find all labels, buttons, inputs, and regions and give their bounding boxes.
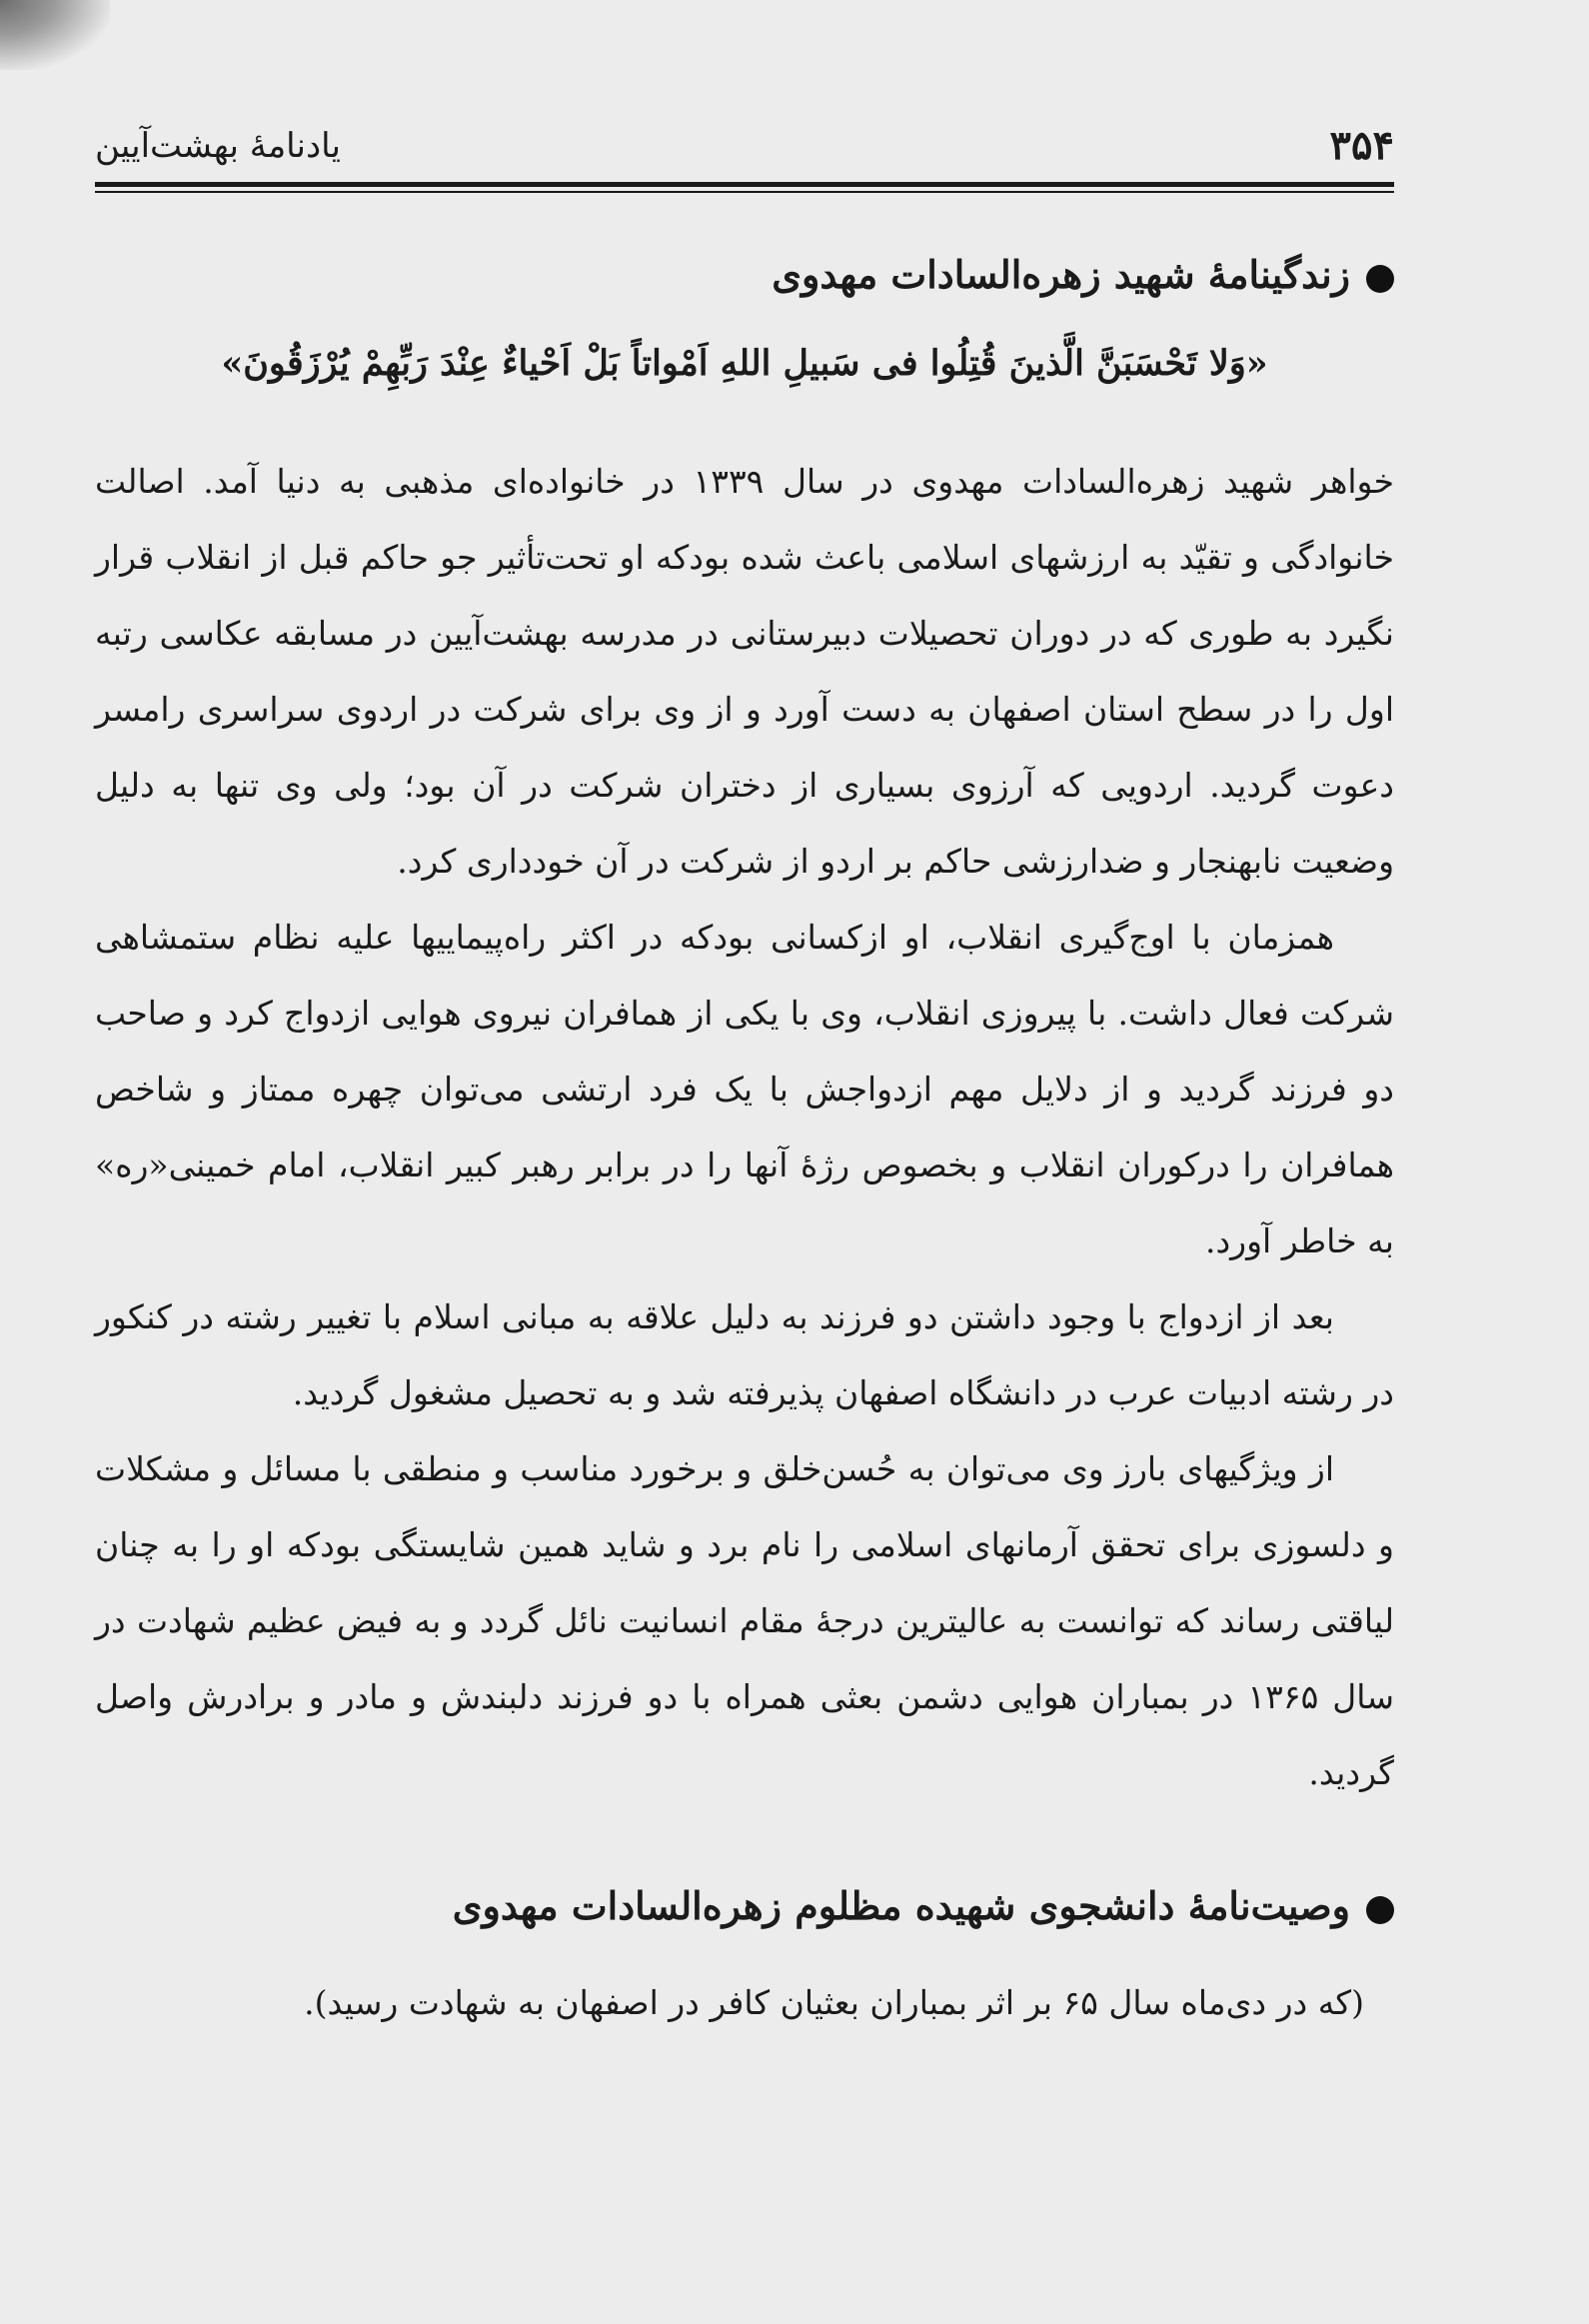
section-heading-text: زندگینامهٔ شهید زهره‌السادات مهدوی [772, 252, 1350, 297]
section-note: (که در دی‌ماه سال ۶۵ بر اثر بمباران بعثیان کافر در اصفهان به شهادت رسید). [304, 1983, 1364, 2022]
section-heading-text: وصیت‌نامهٔ دانشجوی شهیده مظلوم زهره‌السادات مهدوی [452, 1883, 1350, 1928]
section-heading-biography [95, 240, 1394, 310]
page-number: ۳۵۴ [1329, 122, 1394, 169]
paragraph: خواهر شهید زهره‌السادات مهدوی در سال ۱۳۳۹ در خانواده‌ای مذهبی به دنیا آمد. اصالت خانوادگی و تقیّد به ارزشهای اسلامی باعث شده بودکه او تحت‌تأثیر جو حاکم قبل از انقلاب قرار نگیرد به طوری که در دوران تحصیلات دبیرستانی در مدرسه بهشت‌آیین در مسابقه عکاسی رتبه اول را در سطح استان اصفهان به دست آورد و از وی برای شرکت در اردوی سراسری رامسر دعوت گردید. اردویی که آرزوی بسیاری از دختران شرکت در آن بود؛ ولی وی تنها به دلیل وضعیت نابهنجار و ضدارزشی حاکم بر اردو از شرکت در آن خودداری کرد. [95, 462, 1395, 881]
scan-corner-shadow [0, 0, 110, 70]
paragraph: همزمان با اوج‌گیری انقلاب، او ازکسانی بودکه در اکثر راه‌پیماییها علیه نظام ستمشاهی شرکت فعال داشت. با پیروزی انقلاب، وی با یکی از همافران نیروی هوایی ازدواج کرد و صاحب دو فرزند گردید و از دلایل مهم ازدواجش با یک فرد ارتشی می‌توان چهره ممتاز و شاخص همافران را درکوران انقلاب و بخصوص رژهٔ آنها را در برابر رهبر کبیر انقلاب، امام خمینی«ره» به خاطر آورد. [95, 918, 1394, 1260]
bullet-icon [1366, 1896, 1394, 1924]
page-content [95, 240, 1394, 2041]
running-header [95, 112, 1394, 182]
header-rule-thin [95, 191, 1394, 193]
book-title: یادنامهٔ بهشت‌آیین [95, 126, 341, 166]
bullet-icon [1366, 265, 1394, 293]
section-heading-will [95, 1871, 1394, 1941]
quran-verse: «وَلا تَحْسَبَنَّ الَّذینَ قُتِلُوا فی سَبیلِ اللهِ اَمْواتاً بَلْ اَحْیاءٌ عِنْدَ رَبِّهِمْ یُرْزَقُونَ» [221, 343, 1268, 384]
paragraph: بعد از ازدواج با وجود داشتن دو فرزند به دلیل علاقه به مبانی اسلام با تغییر رشته در کنکور در رشته ادبیات عرب در دانشگاه اصفهان پذیرفته شد و به تحصیل مشغول گردید. [95, 1297, 1394, 1412]
paragraph: از ویژگیهای بارز وی می‌توان به حُسن‌خلق و برخورد مناسب و منطقی با مسائل و مشکلات و دلسوزی برای تحقق آرمانهای اسلامی را نام برد و شاید همین شایستگی بودکه او را به چنان لیاقتی رساند که توانست به عالیترین درجهٔ مقام انسانیت نائل گردد و به فیض عظیم شهادت در سال ۱۳۶۵ در بمباران هوایی دشمن بعثی همراه با دو فرزند دلبندش و مادر و برادرش واصل گردید. [95, 1449, 1394, 1792]
header-rule-thick [95, 182, 1394, 187]
